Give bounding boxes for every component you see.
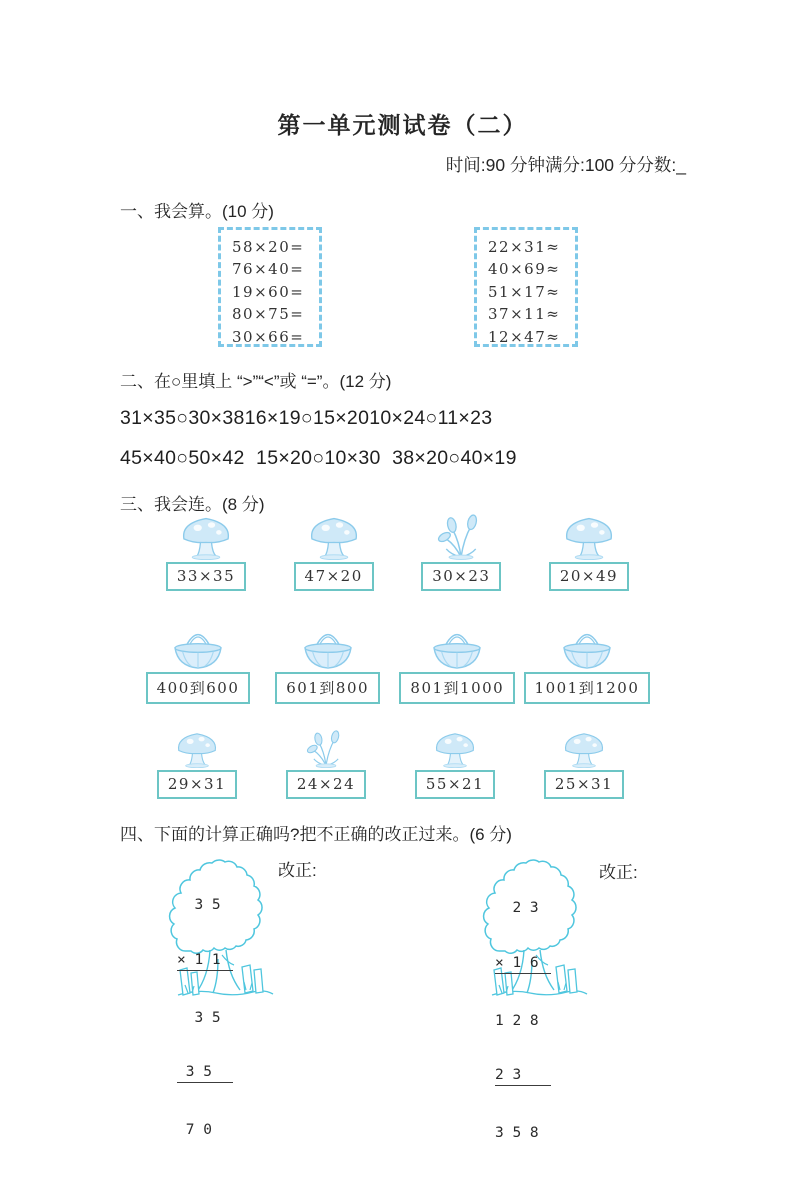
mushroom-icon [303, 514, 365, 560]
connect-box: 33×35 [166, 562, 246, 591]
mult-line: 2 3 [495, 900, 539, 917]
flower-icon [298, 730, 354, 768]
mult-line: × 1 6 [495, 954, 551, 974]
basket-icon [165, 626, 231, 670]
calc-problem: 12×47≈ [488, 327, 561, 346]
calc-problem: 76×40= [232, 260, 305, 279]
flower-icon [430, 514, 492, 560]
calc-problem: 58×20= [232, 238, 305, 256]
connect-box: 25×31 [544, 770, 624, 799]
correction-label: 改正: [278, 861, 317, 880]
connect-box: 47×20 [294, 562, 374, 591]
mushroom-icon [556, 730, 612, 768]
basket-icon [295, 626, 361, 670]
mult-line: 7 0 [177, 1121, 212, 1138]
vertical-multiplication [177, 860, 233, 1175]
calc-box-exact [218, 227, 322, 347]
mult-line: 2 3 [495, 1066, 551, 1086]
connect-box: 601到800 [275, 672, 380, 704]
vertical-multiplication [495, 863, 551, 1178]
connect-item [150, 514, 262, 591]
connect-box: 55×21 [415, 770, 495, 799]
calc-problem: 40×69≈ [488, 260, 561, 279]
calc-problem: 37×11≈ [488, 305, 561, 324]
mult-line: 1 2 8 [495, 1012, 539, 1029]
connect-item [140, 626, 256, 704]
connect-item [142, 730, 252, 799]
calc-box-estimate [474, 227, 578, 347]
connect-box: 1001到1200 [524, 672, 651, 704]
mushroom-icon [427, 730, 483, 768]
connect-row-products-bottom [142, 730, 639, 799]
section4-heading: 四、下面的计算正确吗?把不正确的改正过来。(6 分) [120, 825, 512, 844]
calc-problem: 19×60= [232, 282, 305, 301]
mushroom-icon [558, 514, 620, 560]
connect-box: 30×23 [421, 562, 501, 591]
correction-label: 改正: [599, 863, 638, 882]
connect-box: 20×49 [549, 562, 629, 591]
connect-box: 29×31 [157, 770, 237, 799]
calc-problem: 51×17≈ [488, 282, 561, 301]
mult-line: 3 5 [177, 1063, 233, 1083]
basket-icon [554, 626, 620, 670]
comparison-line-2: 45×40○50×42 15×20○10×30 38×20○40×19 [120, 447, 517, 469]
connect-item [405, 514, 517, 591]
calc-problem: 80×75= [232, 305, 305, 324]
connect-row-ranges [140, 626, 645, 704]
connect-item [399, 626, 515, 704]
connect-item [278, 514, 390, 591]
comparison-line-1: 31×35○30×3816×19○15×2010×24○11×23 [120, 407, 493, 429]
connect-box: 24×24 [286, 770, 366, 799]
multiplication-check-left [158, 843, 278, 1138]
page-title: 第一单元测试卷（二） [277, 112, 528, 138]
calc-problem: 30×66= [232, 327, 305, 346]
mult-line: 3 5 [177, 1009, 221, 1026]
connect-item [529, 730, 639, 799]
connect-box: 801到1000 [399, 672, 515, 704]
mult-line: 3 5 8 [495, 1124, 539, 1141]
section2-heading: 二、在○里填上 “>”“<”或 “=”。(12 分) [120, 372, 392, 391]
multiplication-check-right [472, 843, 592, 1141]
section3-heading: 三、我会连。(8 分) [120, 495, 265, 514]
mult-line: × 1 1 [177, 951, 233, 971]
connect-item [271, 730, 381, 799]
section1-heading: 一、我会算。(10 分) [120, 202, 274, 221]
connect-item [270, 626, 386, 704]
basket-icon [424, 626, 490, 670]
connect-item [533, 514, 645, 591]
mult-line: 3 5 [177, 897, 221, 914]
mushroom-icon [175, 514, 237, 560]
connect-item [529, 626, 645, 704]
mushroom-icon [169, 730, 225, 768]
connect-box: 400到600 [146, 672, 251, 704]
connect-item [400, 730, 510, 799]
calc-problem: 22×31≈ [488, 238, 561, 256]
exam-meta: 时间:90 分钟满分:100 分分数:_ [445, 155, 686, 175]
connect-row-products-top [150, 514, 645, 591]
